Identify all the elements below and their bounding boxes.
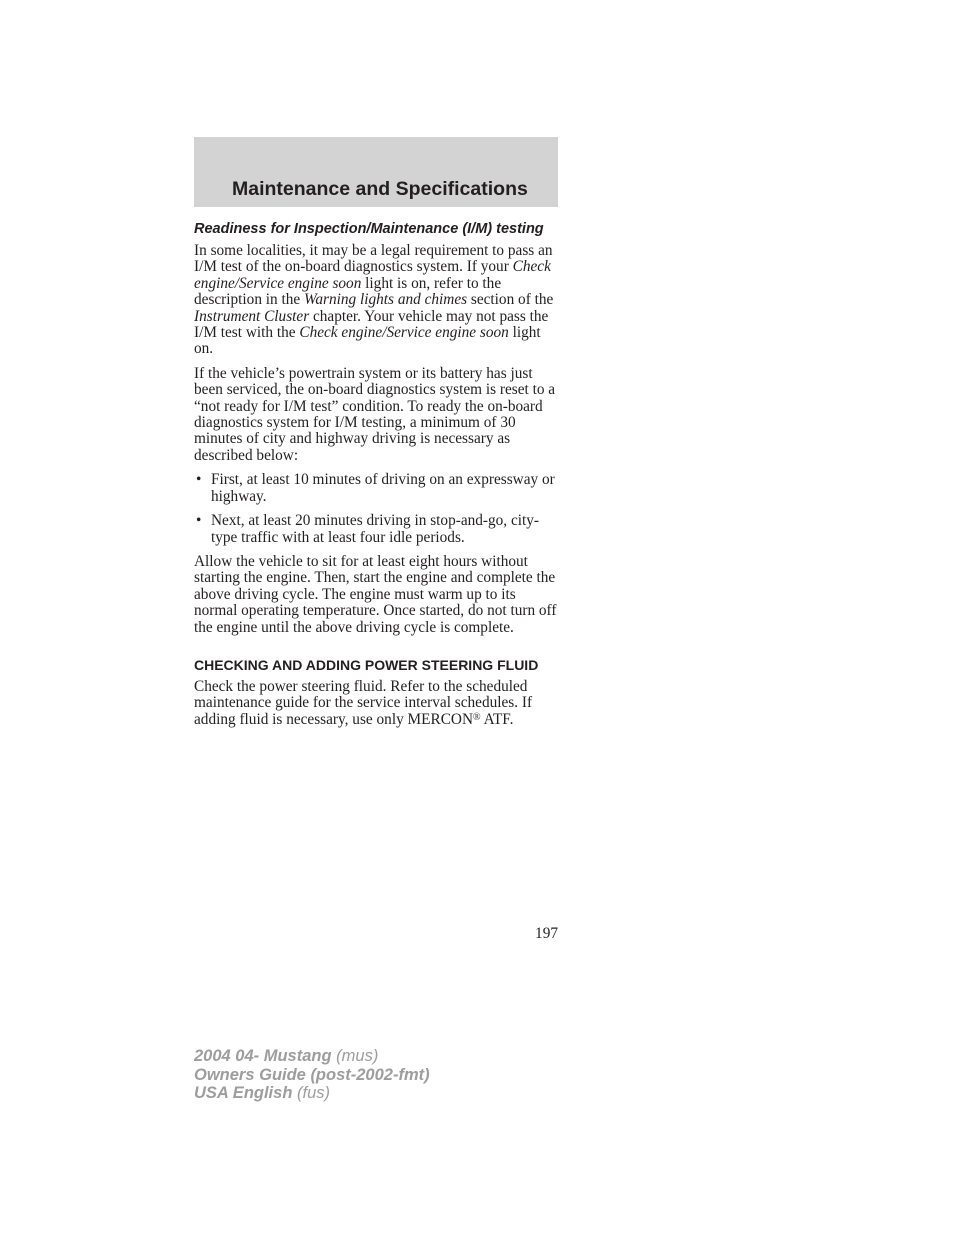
footer-guide-name: Owners Guide (post-2002-fmt) — [194, 1065, 430, 1084]
paragraph-driving-cycle: Allow the vehicle to sit for at least eight hours without starting the engine. Then, start the engine and complete the above driving cycle. The engine must warm up to its normal operating temperature. Once started, do not turn off the engine until the above driving cycle is complete. — [194, 552, 557, 636]
section-heading-im-testing: Readiness for Inspection/Maintenance (I/M) testing — [194, 221, 544, 237]
footer-model-code: (mus) — [331, 1047, 379, 1065]
footer-line-model — [194, 1047, 430, 1066]
paragraph-im-requirement — [194, 243, 560, 358]
bullet-icon: • — [196, 512, 202, 530]
text-run: section of the — [467, 291, 554, 309]
section-heading-power-steering: CHECKING AND ADDING POWER STEERING FLUID — [194, 656, 539, 673]
page-number: 197 — [535, 925, 558, 942]
list-item-text: Next, at least 20 minutes driving in stop-and-go, city-type traffic with at least four idle periods. — [211, 512, 539, 546]
chapter-header-bar — [194, 137, 558, 207]
paragraph-power-steering-fluid — [194, 679, 560, 728]
footer-language-code: (fus) — [292, 1084, 330, 1102]
text-run: chapter. Your vehicle may not pass the I/M test with the — [194, 307, 549, 342]
text-run: In some localities, it may be a legal requirement to pass an I/M test of the on-board diagnostics system. If your — [194, 242, 553, 276]
italic-ref-section: Warning lights and chimes — [304, 291, 468, 309]
list-item — [194, 513, 560, 546]
footer-model-name: 2004 04- Mustang — [194, 1047, 332, 1065]
footer-language-name: USA English — [194, 1084, 293, 1102]
list-item-text: First, at least 10 minutes of driving on an expressway or highway. — [211, 471, 555, 505]
italic-ref-warning-light: Check engine/Service engine soon — [299, 324, 509, 342]
footer-line-language — [194, 1084, 430, 1103]
driving-steps-list — [194, 472, 560, 546]
text-run: ATF. — [480, 710, 514, 728]
bullet-icon: • — [196, 471, 202, 489]
text-run: light is on, refer to the description in the — [194, 274, 502, 309]
paragraph-reset-condition: If the vehicle’s powertrain system or its battery has just been serviced, the on-board diagnostics system is reset to a “not ready for I/M test” condition. To ready the on-board diagnostics system for I/M testing, a minimum of 30 minutes of city and highway driving is necessary as described below: — [194, 364, 556, 464]
page-content — [194, 221, 560, 736]
document-footer — [194, 1047, 430, 1103]
italic-ref-chapter: Instrument Cluster — [194, 307, 310, 325]
registered-mark: ® — [473, 711, 481, 723]
list-item — [194, 472, 560, 505]
footer-line-guide — [194, 1066, 430, 1085]
chapter-title: Maintenance and Specifications — [232, 178, 528, 200]
italic-ref-warning-light: Check engine/Service engine soon — [194, 258, 551, 292]
text-run: Check the power steering fluid. Refer to the scheduled maintenance guide for the service interval schedules. If adding fluid is necessary, use only MERCON — [194, 677, 533, 728]
text-run: light on. — [194, 324, 541, 358]
